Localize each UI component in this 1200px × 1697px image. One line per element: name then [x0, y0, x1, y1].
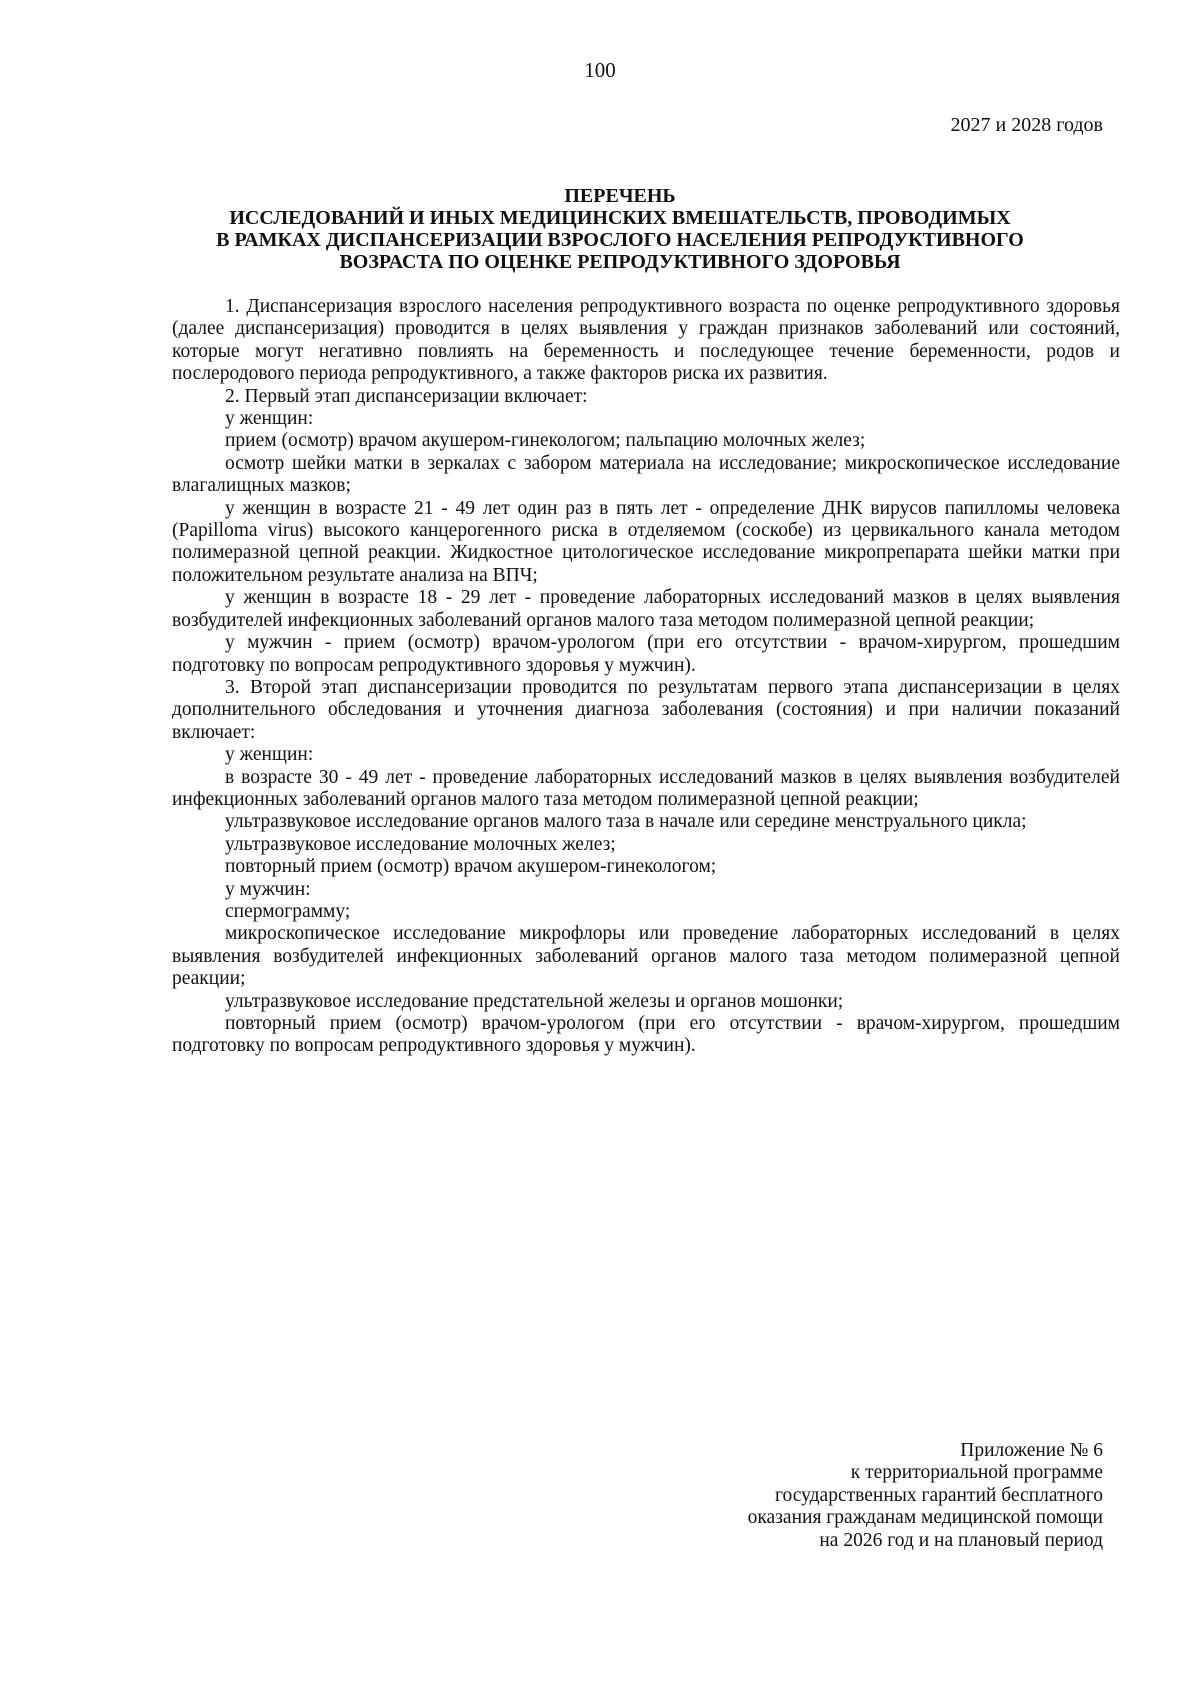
paragraph: у мужчин - прием (осмотр) врачом-урологом (при его отсутствии - врачом-хирургом, прошедшим подготовку по вопросам репродуктивного здоровья у мужчин).	[172, 632, 1120, 676]
document-title	[120, 185, 1120, 273]
paragraph: ультразвуковое исследование молочных желез;	[225, 833, 616, 855]
paragraph: ультразвуковое исследование предстательной железы и органов мошонки;	[225, 990, 844, 1012]
paragraph: микроскопическое исследование микрофлоры или проведение лабораторных исследований в целях выявления возбудителей инфекционных заболеваний органов малого таза методом полимеразной цепной реакции;	[172, 923, 1120, 990]
paragraph: 1. Диспансеризация взрослого населения репродуктивного возраста по оценке репродуктивного здоровья (далее диспансеризация) проводится в целях выявления у граждан признаков заболеваний или состояний, которые могут негативно повлиять на беременность и последующее течение беременности, родов и послеродового периода репродуктивного, а также факторов риска их развития.	[172, 296, 1120, 385]
document-body	[172, 296, 1120, 1058]
paragraph: прием (осмотр) врачом акушером-гинекологом; пальпацию молочных желез;	[225, 430, 866, 452]
paragraph: спермограмму;	[225, 900, 351, 922]
appendix-line: Приложение № 6	[960, 1440, 1103, 1461]
appendix-note	[643, 1440, 1103, 1552]
title-line: ИССЛЕДОВАНИЙ И ИНЫХ МЕДИЦИНСКИХ ВМЕШАТЕЛЬСТВ, ПРОВОДИМЫХ	[229, 207, 1011, 229]
paragraph: у женщин в возрасте 18 - 29 лет - проведение лабораторных исследований мазков в целях выявления возбудителей инфекционных заболеваний органов малого таза методом полимеразной цепной реакции;	[172, 587, 1120, 631]
appendix-line: оказания гражданам медицинской помощи	[747, 1507, 1103, 1529]
paragraph: 2. Первый этап диспансеризации включает:	[225, 385, 588, 407]
paragraph: повторный прием (осмотр) врачом-урологом (при его отсутствии - врачом-хирургом, прошедшим подготовку по вопросам репродуктивного здоровья у мужчин).	[172, 1013, 1120, 1057]
paragraph: повторный прием (осмотр) врачом акушером-гинекологом;	[225, 856, 717, 878]
paragraph: у женщин:	[225, 744, 314, 766]
paragraph: осмотр шейки матки в зеркалах с забором материала на исследование; микроскопическое исследование влагалищных мазков;	[172, 452, 1120, 497]
header-continuation: 2027 и 2028 годов	[950, 114, 1103, 136]
paragraph: у женщин:	[225, 408, 314, 430]
paragraph: в возрасте 30 - 49 лет - проведение лабораторных исследований мазков в целях выявления возбудителей инфекционных заболеваний органов малого таза методом полимеразной цепной реакции;	[172, 766, 1120, 810]
page-number: 100	[584, 58, 616, 82]
paragraph: у мужчин:	[225, 878, 311, 900]
paragraph: ультразвуковое исследование органов малого таза в начале или середине менструального цикла;	[225, 811, 1027, 833]
paragraph: 3. Второй этап диспансеризации проводится по результатам первого этапа диспансеризации в целях дополнительного обследования и уточнения диагноза заболевания (состояния) и при наличии показаний включает:	[172, 676, 1120, 743]
paragraph: у женщин в возрасте 21 - 49 лет один раз в пять лет - определение ДНК вирусов папилломы человека (Papilloma virus) высокого канцерогенного риска в отделяемом (соскобе) из цервикального канала методом полимеразной цепной реакции. Жидкостное цитологическое исследование микропрепарата шейки матки при положительном результате анализа на ВПЧ;	[172, 497, 1120, 586]
appendix-line: к территориальной программе	[850, 1462, 1103, 1484]
title-line: ВОЗРАСТА ПО ОЦЕНКЕ РЕПРОДУКТИВНОГО ЗДОРОВЬЯ	[339, 251, 901, 273]
appendix-line: государственных гарантий бесплатного	[774, 1484, 1103, 1506]
title-line: ПЕРЕЧЕНЬ	[564, 185, 676, 207]
appendix-line: на 2026 год и на плановый период	[819, 1529, 1103, 1551]
title-line: В РАМКАХ ДИСПАНСЕРИЗАЦИИ ВЗРОСЛОГО НАСЕЛЕНИЯ РЕПРОДУКТИВНОГО	[216, 229, 1024, 251]
